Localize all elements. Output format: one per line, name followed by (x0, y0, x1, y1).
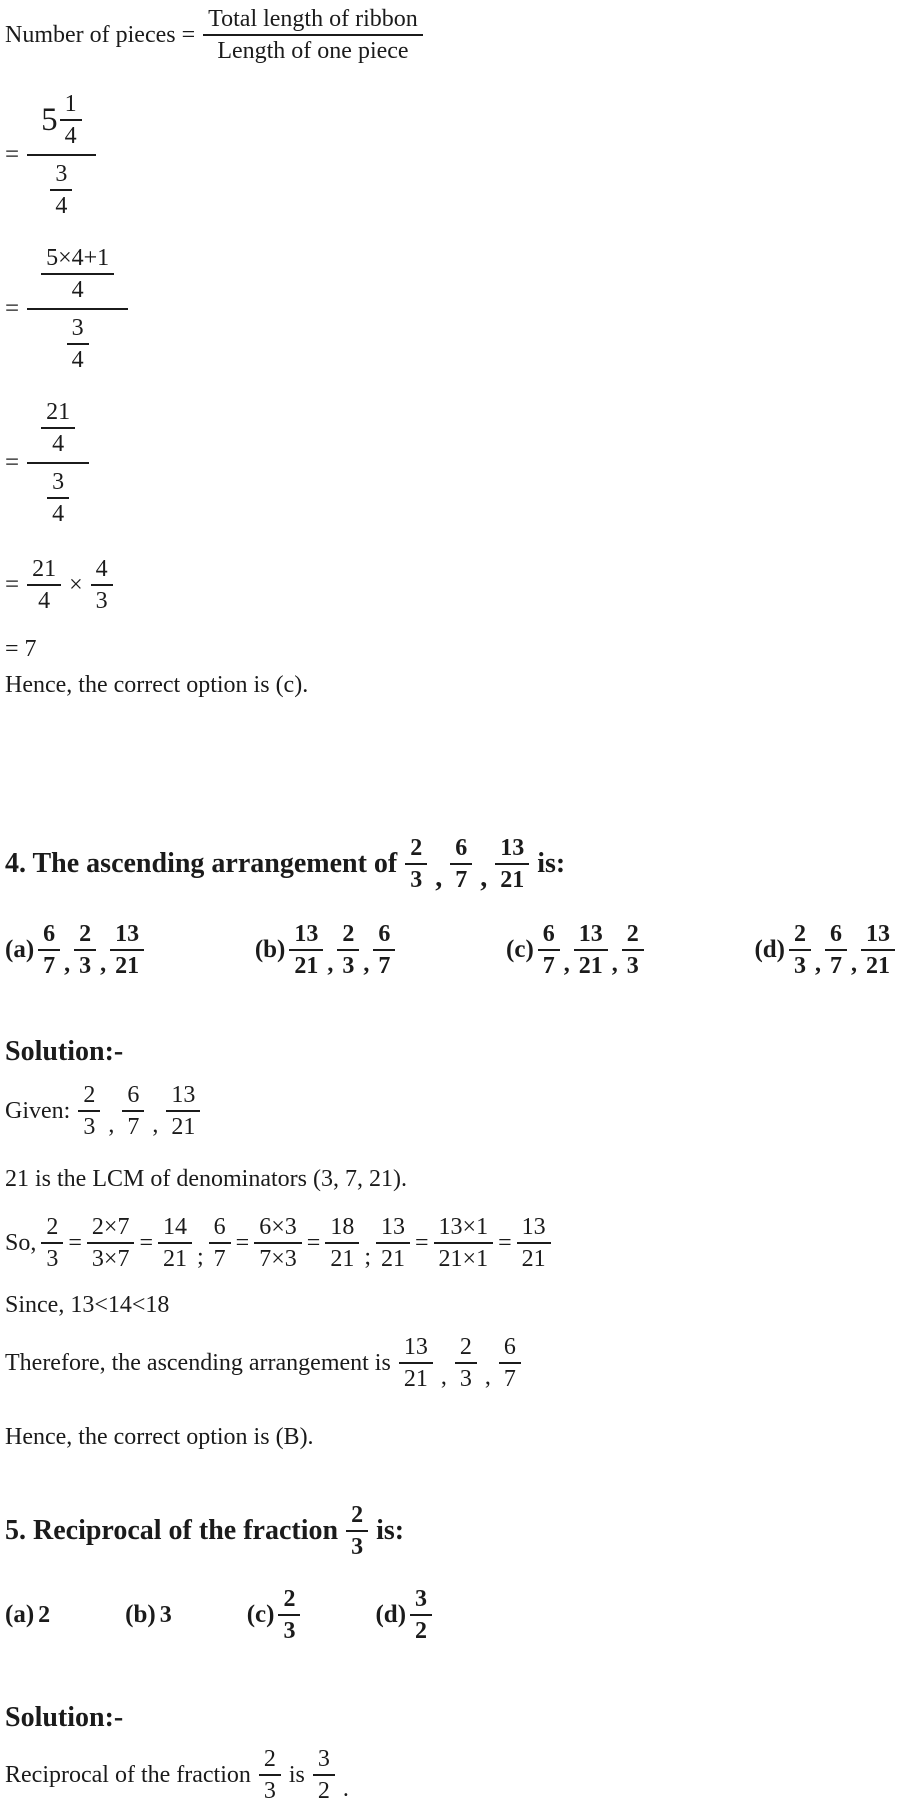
option-d (375, 1584, 432, 1646)
question-4-suffix: is: (537, 848, 566, 879)
fraction-numerator: 6 (503, 1334, 516, 1360)
fraction-denominator: 4 (47, 497, 69, 529)
fraction (122, 1080, 144, 1142)
question-4-text: 4. The ascending arrangement of (5, 848, 398, 879)
fraction (825, 919, 847, 981)
comma: , (484, 1363, 491, 1390)
fraction (158, 1212, 192, 1274)
option-b (255, 919, 396, 981)
fraction-denominator: 21 (517, 1242, 551, 1274)
fraction-numerator: 2 (79, 921, 92, 947)
fraction-denominator: 3 (346, 1530, 368, 1562)
option-label: (d) (375, 1601, 407, 1628)
fraction-numerator: 13 (294, 921, 319, 947)
equation-step-4 (5, 554, 901, 616)
fraction-numerator: 2 (46, 1214, 59, 1240)
equation-step-1 (5, 86, 901, 224)
fraction-numerator: 2 (794, 921, 806, 947)
answer-mid-text: is (288, 1761, 305, 1788)
fraction (376, 1212, 410, 1274)
fraction-denominator: 3 (41, 1242, 63, 1274)
equals-sign: = (5, 449, 20, 476)
fraction (78, 1080, 100, 1142)
formula-fraction (203, 4, 423, 66)
fraction (209, 1212, 231, 1274)
fraction-numerator: 5×4+1 (46, 245, 110, 271)
fraction-numerator: 13 (171, 1082, 196, 1108)
fraction-numerator: 18 (330, 1214, 355, 1240)
fraction-numerator: 6 (127, 1082, 140, 1108)
fraction-numerator: 21 (46, 399, 71, 425)
fraction-numerator: 14 (163, 1214, 187, 1240)
fraction-denominator: 4 (50, 189, 72, 221)
fraction (622, 919, 644, 981)
fraction-numerator: Total length of ribbon (208, 6, 418, 32)
fraction-numerator: 3 (55, 161, 68, 187)
fraction (517, 1212, 551, 1274)
fraction-denominator: 21 (376, 1242, 410, 1274)
fraction-denominator: 2 (410, 1614, 432, 1646)
fraction-denominator (27, 462, 89, 532)
fraction-denominator: 7 (38, 949, 60, 981)
fraction-numerator: 13 (866, 921, 890, 947)
fraction-numerator: 1 (64, 91, 77, 117)
fraction-numerator: 3 (415, 1586, 428, 1612)
fraction (47, 467, 69, 529)
question-5-heading (5, 1500, 901, 1562)
fraction-numerator: 13 (115, 921, 140, 947)
option-label: (b) (125, 1601, 156, 1628)
equation-step-3 (5, 394, 901, 532)
fraction-numerator: 13 (380, 1214, 405, 1240)
comma: , (435, 862, 443, 893)
fraction (278, 1584, 300, 1646)
comma: , (851, 950, 857, 977)
fraction-numerator: 6 (43, 921, 56, 947)
fraction (67, 313, 89, 375)
fraction-denominator (27, 154, 96, 224)
fraction (259, 1744, 281, 1806)
fraction-numerator: 13 (403, 1334, 428, 1360)
fraction (861, 919, 895, 981)
fraction (574, 919, 608, 981)
comma: , (440, 1363, 447, 1390)
equals-sign: = (5, 571, 20, 598)
fraction-numerator: 4 (95, 556, 108, 582)
option-a (5, 919, 144, 981)
comma: , (152, 1111, 159, 1138)
fraction-denominator: 3 (789, 949, 811, 981)
fraction-denominator: 3 (337, 949, 359, 981)
given-line (5, 1080, 901, 1142)
fraction (38, 919, 60, 981)
lcm-line: 21 is the LCM of denominators (3, 7, 21). (5, 1166, 407, 1192)
fraction-numerator: 2 (342, 921, 355, 947)
fraction-numerator: 6 (213, 1214, 226, 1240)
since-line: Since, 13<14<18 (5, 1292, 170, 1318)
period: . (342, 1775, 349, 1802)
fraction-denominator: 21 (158, 1242, 192, 1274)
fraction (405, 833, 427, 895)
comma: , (815, 950, 821, 977)
fraction-denominator: 4 (60, 119, 82, 151)
equals-sign: = (235, 1229, 250, 1256)
therefore-line (5, 1332, 901, 1394)
fraction-denominator: 3 (278, 1614, 300, 1646)
fraction-denominator: 4 (41, 273, 114, 305)
conclusion-line: Hence, the correct option is (B). (5, 1424, 314, 1450)
option-label: (c) (506, 936, 534, 963)
fraction-numerator: 2 (626, 921, 639, 947)
fraction-denominator: 21 (325, 1242, 359, 1274)
fraction (373, 919, 395, 981)
fraction-denominator: 21 (574, 949, 608, 981)
fraction (41, 397, 75, 459)
fraction (313, 1744, 335, 1806)
option-label: (a) (5, 1601, 35, 1628)
fraction-denominator: 3 (74, 949, 96, 981)
fraction (91, 554, 113, 616)
option-d (754, 919, 895, 981)
comma: , (363, 950, 370, 977)
fraction-numerator: 2 (351, 1502, 364, 1528)
complex-fraction (27, 86, 96, 224)
fraction (499, 1332, 521, 1394)
so-label: So, (5, 1229, 37, 1256)
fraction (110, 919, 144, 981)
fraction-denominator: 21 (289, 949, 323, 981)
equals-sign: = (498, 1229, 512, 1256)
fraction-denominator: 3×7 (87, 1242, 135, 1274)
fraction-numerator (27, 240, 128, 308)
fraction (346, 1500, 368, 1562)
fraction (60, 89, 82, 151)
fraction-denominator: 3 (91, 584, 113, 616)
fraction-numerator: 2 (459, 1334, 472, 1360)
equals-sign: = (414, 1229, 429, 1256)
comma: , (100, 950, 107, 977)
fraction (254, 1212, 302, 1274)
fraction (434, 1212, 494, 1274)
option-b (125, 1601, 172, 1629)
option-label: (a) (5, 936, 35, 963)
equals-sign: = (68, 1229, 82, 1256)
comma: , (480, 862, 488, 893)
fraction-denominator: 7 (450, 863, 472, 895)
question-5-text: 5. Reciprocal of the fraction (5, 1515, 339, 1546)
fraction (450, 833, 472, 895)
solution-heading: Solution:- (5, 1036, 124, 1067)
fraction-denominator: 3 (405, 863, 427, 895)
fraction-denominator: 7 (825, 949, 847, 981)
fraction-denominator: 4 (27, 584, 61, 616)
comma: , (108, 1111, 115, 1138)
fraction-denominator: 7 (538, 949, 560, 981)
fraction-numerator: 2 (283, 1586, 296, 1612)
fraction-denominator (27, 308, 128, 378)
equals-sign: = (5, 295, 20, 322)
fraction-denominator: 21 (166, 1110, 200, 1142)
fraction-denominator: Length of one piece (203, 34, 423, 66)
fraction-denominator: 7 (373, 949, 395, 981)
fraction-numerator: 2 (83, 1082, 96, 1108)
fraction-denominator: 4 (67, 343, 89, 375)
option-label: (b) (254, 936, 286, 963)
conclusion-line: Hence, the correct option is (c). (5, 672, 309, 698)
fraction-numerator: 6 (455, 835, 468, 861)
option-label: (c) (246, 1601, 275, 1628)
comma: , (611, 950, 618, 977)
fraction (74, 919, 96, 981)
option-c (506, 919, 644, 981)
comma: , (64, 950, 71, 977)
multiply-sign: × (69, 571, 83, 598)
formula-label: Number of pieces = (5, 22, 196, 48)
option-value: 2 (38, 1601, 51, 1628)
given-label: Given: (5, 1097, 71, 1124)
fraction-numerator: 13 (500, 835, 525, 861)
fraction (325, 1212, 359, 1274)
fraction-denominator: 21 (861, 949, 895, 981)
fraction-denominator: 4 (41, 427, 75, 459)
fraction (410, 1584, 432, 1646)
option-label: (d) (754, 936, 785, 963)
fraction-denominator: 3 (259, 1774, 281, 1806)
option-c (247, 1584, 301, 1646)
fraction-denominator: 21×1 (434, 1242, 494, 1274)
answer-line (5, 1744, 901, 1806)
option-value: 3 (159, 1601, 172, 1628)
fraction (50, 159, 72, 221)
fraction (41, 243, 114, 305)
complex-fraction (27, 394, 89, 532)
fraction (337, 919, 359, 981)
fraction (87, 1212, 135, 1274)
question-4-heading (5, 833, 901, 895)
fraction-numerator: 6 (542, 921, 555, 947)
equals-sign: = (306, 1229, 321, 1256)
therefore-text: Therefore, the ascending arrangement is (5, 1349, 391, 1376)
whole-number: 5 (41, 102, 58, 138)
fraction (166, 1080, 200, 1142)
fraction-denominator: 7 (122, 1110, 144, 1142)
complex-fraction (27, 240, 128, 378)
equals-sign: = (5, 141, 20, 168)
fraction-numerator: 6×3 (259, 1214, 297, 1240)
fraction-denominator: 21 (399, 1362, 433, 1394)
fraction-denominator: 7×3 (254, 1242, 302, 1274)
fraction-denominator: 3 (78, 1110, 100, 1142)
fraction-numerator (27, 394, 89, 462)
fraction-numerator: 3 (52, 469, 65, 495)
fraction-numerator: 2 (263, 1746, 276, 1772)
fraction-numerator: 2×7 (91, 1214, 130, 1240)
fraction-denominator: 21 (110, 949, 144, 981)
semicolon: ; (364, 1243, 371, 1270)
fraction-numerator: 13 (521, 1214, 546, 1240)
fraction-numerator: 13×1 (438, 1214, 489, 1240)
fraction (538, 919, 560, 981)
fraction-denominator: 7 (209, 1242, 231, 1274)
fraction-denominator: 3 (455, 1362, 477, 1394)
ribbon-formula-line (5, 4, 901, 66)
equation-result: = 7 (5, 636, 37, 662)
fraction-numerator: 6 (378, 921, 391, 947)
equals-sign: = (139, 1229, 153, 1256)
fraction (41, 1212, 63, 1274)
solution-heading: Solution:- (5, 1702, 124, 1733)
question-5-options (5, 1584, 901, 1646)
fraction (789, 919, 811, 981)
fraction-numerator: 6 (830, 921, 842, 947)
comma: , (327, 950, 334, 977)
fraction (27, 554, 61, 616)
fraction-numerator (27, 86, 96, 154)
fraction-numerator: 3 (317, 1746, 330, 1772)
fraction (455, 1332, 477, 1394)
fraction-denominator: 21 (495, 863, 529, 895)
question-5-suffix: is: (376, 1515, 405, 1546)
mixed-number (41, 89, 82, 151)
fraction (399, 1332, 433, 1394)
comma: , (563, 950, 570, 977)
answer-text: Reciprocal of the fraction (5, 1761, 251, 1788)
conversion-line (5, 1212, 901, 1274)
fraction-denominator: 2 (313, 1774, 335, 1806)
document-page (0, 4, 901, 1804)
equation-step-2 (5, 240, 901, 378)
fraction-numerator: 13 (578, 921, 603, 947)
fraction-denominator: 3 (622, 949, 644, 981)
fraction-numerator: 2 (410, 835, 423, 861)
fraction-denominator: 7 (499, 1362, 521, 1394)
semicolon: ; (197, 1243, 204, 1270)
fraction (495, 833, 529, 895)
fraction (289, 919, 323, 981)
fraction-numerator: 21 (32, 556, 57, 582)
option-a (5, 1601, 50, 1629)
question-4-options (5, 919, 901, 981)
fraction-numerator: 3 (71, 315, 84, 341)
